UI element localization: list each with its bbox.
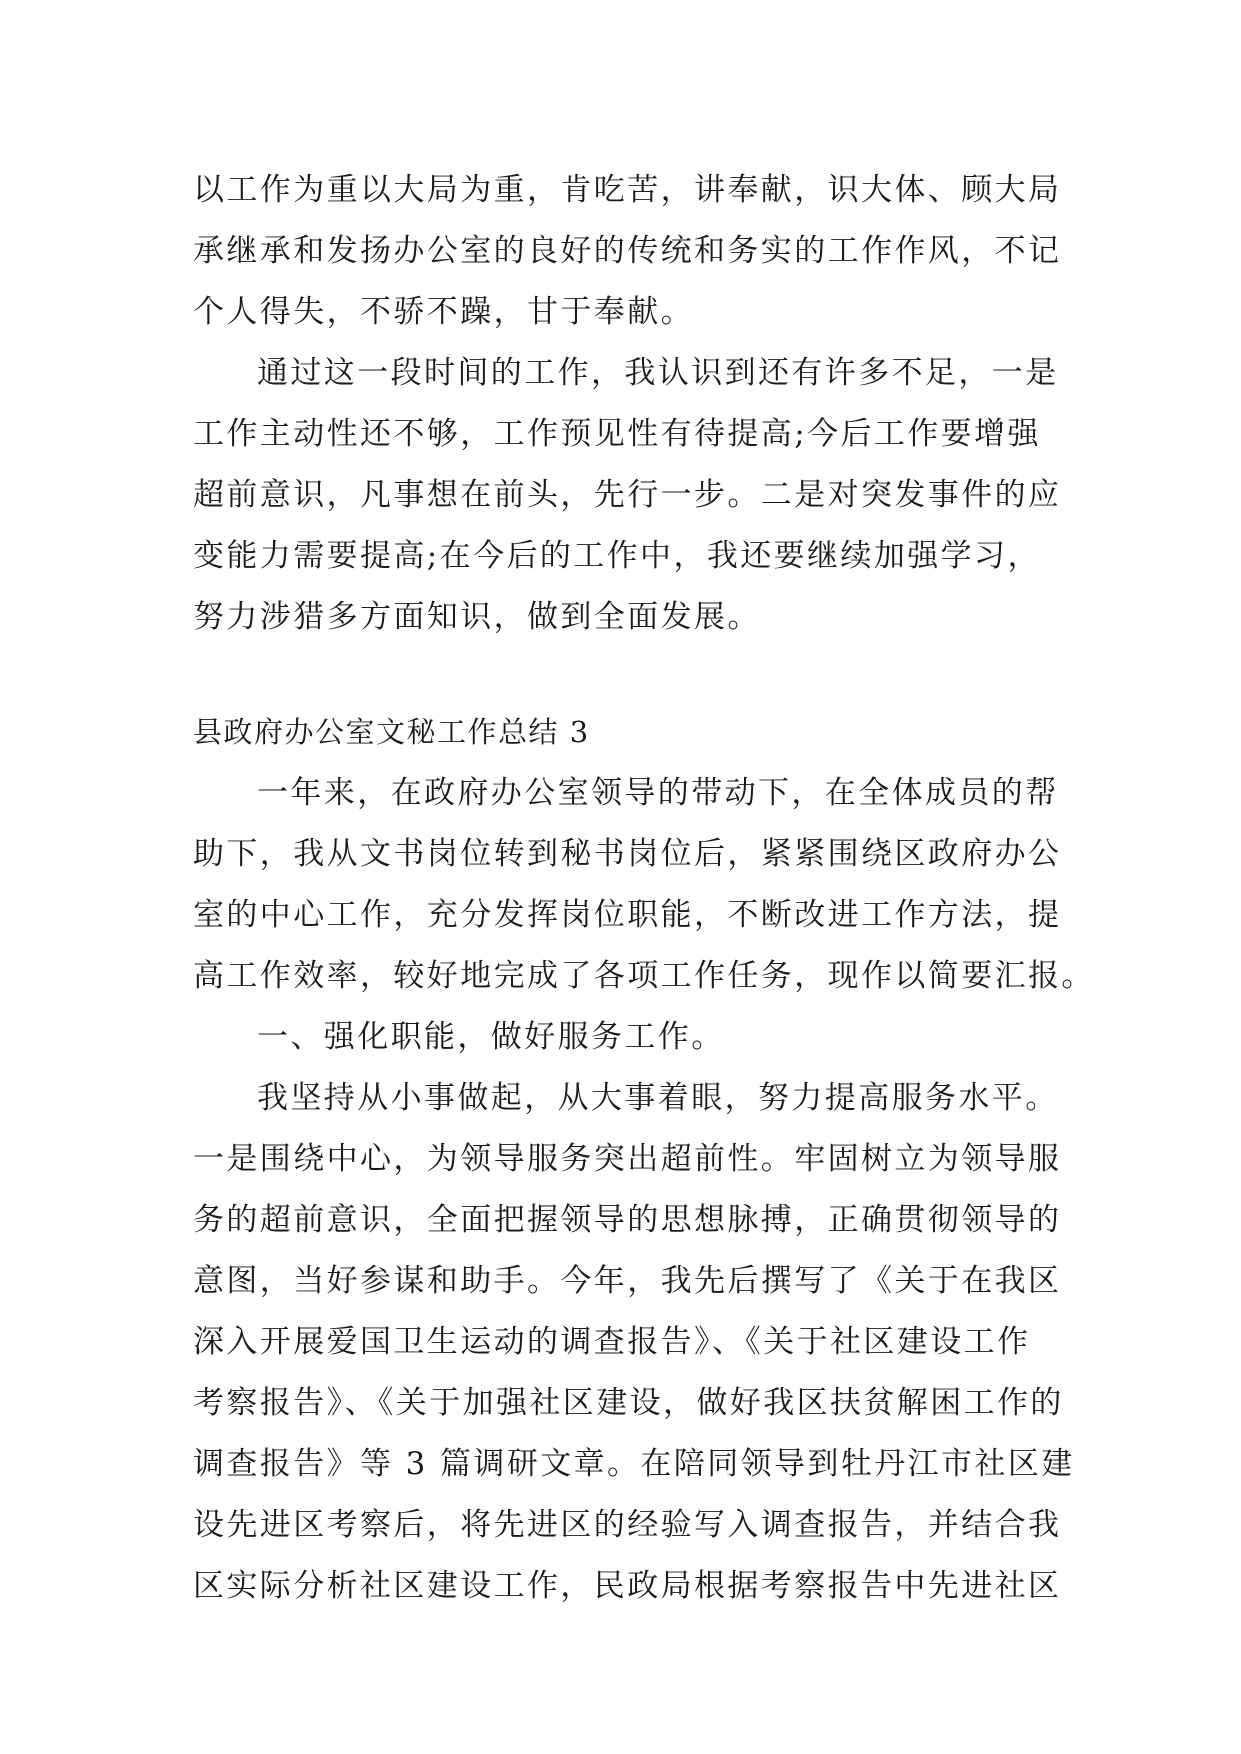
section-heading: 县政府办公室文秘工作总结 3 [193, 715, 590, 749]
text-line: 个人得失，不骄不躁，甘于奉献。 [193, 294, 694, 330]
text-line: 区实际分析社区建设工作，民政局根据考察报告中先进社区 [193, 1568, 1062, 1604]
text-line: 高工作效率，较好地完成了各项工作任务，现作以简要汇报。 [193, 958, 1095, 994]
text-line: 承继承和发扬办公室的良好的传统和务实的工作作风，不记 [193, 233, 1062, 269]
paragraph-shortcomings [193, 343, 1062, 648]
text-line: 超前意识，凡事想在前头，先行一步。二是对突发事件的应 [193, 477, 1062, 513]
text-line: 我坚持从小事做起，从大事着眼，努力提高服务水平。 [257, 1080, 1059, 1116]
text-line: 室的中心工作，充分发挥岗位职能，不断改进工作方法，提 [193, 897, 1062, 933]
document-body [193, 160, 1095, 1617]
paragraph-intro [193, 763, 1095, 1007]
text-line: 设先进区考察后，将先进区的经验写入调查报告，并结合我 [193, 1507, 1062, 1543]
text-line: 一年来，在政府办公室领导的带动下，在全体成员的帮 [257, 775, 1059, 811]
text-line: 深入开展爱国卫生运动的调查报告》、《关于社区建设工作 [193, 1324, 1031, 1360]
text-line: 务的超前意识，全面把握领导的思想脉搏，正确贯彻领导的 [193, 1202, 1062, 1238]
text-line: 一是围绕中心，为领导服务突出超前性。牢固树立为领导服 [193, 1141, 1062, 1177]
text-line: 通过这一段时间的工作，我认识到还有许多不足，一是 [257, 355, 1059, 391]
text-line: 调查报告》等 3 篇调研文章。在陪同领导到牡丹江市社区建 [193, 1446, 1075, 1482]
paragraph-spacer [193, 648, 1053, 702]
text-line: 以工作为重以大局为重，肯吃苦，讲奉献，识大体、顾大局 [193, 172, 1062, 208]
paragraph-service [193, 1068, 1075, 1617]
text-line: 努力涉猎多方面知识，做到全面发展。 [193, 599, 761, 635]
text-line: 考察报告》、《关于加强社区建设，做好我区扶贫解困工作的 [193, 1385, 1064, 1421]
text-line: 工作主动性还不够，工作预见性有待提高;今后工作要增强 [193, 416, 1041, 452]
text-line: 助下，我从文书岗位转到秘书岗位后，紧紧围绕区政府办公 [193, 836, 1062, 872]
text-line: 意图，当好参谋和助手。今年，我先后撰写了《关于在我区 [193, 1263, 1062, 1299]
paragraph-work-attitude [193, 160, 1062, 343]
subsection-title: 一、强化职能，做好服务工作。 [257, 1019, 725, 1055]
text-line: 变能力需要提高;在今后的工作中，我还要继续加强学习， [193, 538, 1041, 574]
